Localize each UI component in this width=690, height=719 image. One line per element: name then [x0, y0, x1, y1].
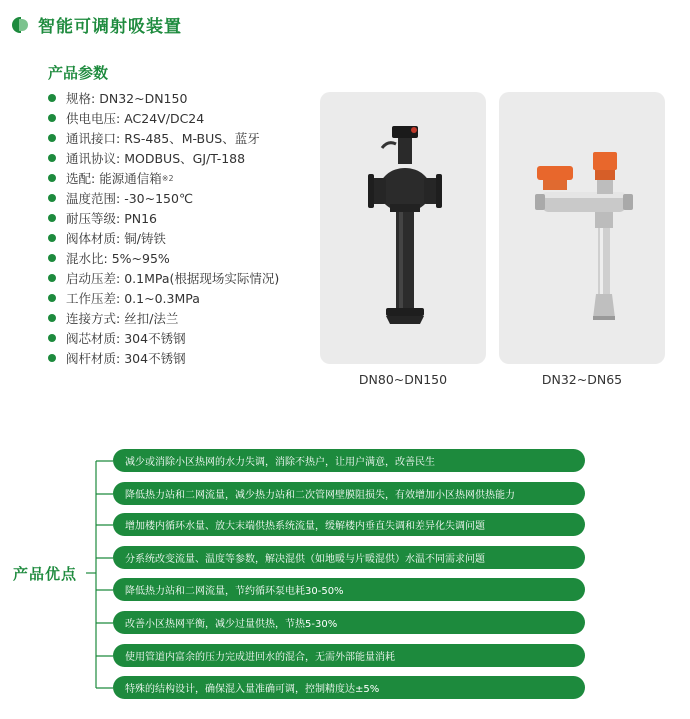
spec-label: 阀杆材质: — [66, 351, 121, 366]
spec-label: 连接方式: — [66, 311, 121, 326]
advantage-item: 减少或消除小区热网的水力失调，消除不热户，让用户满意，改善民生 — [113, 449, 585, 472]
spec-value: 304不锈钢 — [124, 351, 186, 366]
spec-value: MODBUS、GJ/T-188 — [124, 151, 246, 166]
spec-label: 工作压差: — [66, 291, 121, 306]
spec-label: 温度范围: — [66, 191, 121, 206]
spec-label: 供电电压: — [66, 111, 121, 126]
spec-value: RS-485、M-BUS、蓝牙 — [124, 131, 260, 146]
spec-value: 0.1MPa(根据现场实际情况) — [124, 271, 280, 286]
valve-brass-illustration — [499, 92, 665, 364]
spec-label: 选配: — [66, 171, 96, 186]
params-title: 产品参数 — [48, 64, 109, 82]
advantages-title: 产品优点 — [13, 565, 78, 583]
advantages-bracket — [0, 0, 120, 719]
product-image-small — [499, 92, 665, 364]
advantage-item: 特殊的结构设计，确保混入量准确可调，控制精度达±5% — [113, 676, 585, 699]
spec-label: 规格: — [66, 91, 96, 106]
spec-footnote: ※2 — [161, 173, 174, 183]
advantage-item: 使用管道内富余的压力完成进回水的混合，无需外部能量消耗 — [113, 644, 585, 667]
spec-value: 0.1~0.3MPa — [124, 290, 200, 306]
spec-label: 启动压差: — [66, 271, 121, 286]
spec-value: 304不锈钢 — [124, 331, 186, 346]
spec-value: AC24V/DC24 — [124, 110, 205, 126]
spec-value: 丝扣/法兰 — [124, 311, 179, 326]
valve-cast-iron-illustration — [320, 92, 486, 364]
advantage-item: 改善小区热网平衡，减少过量供热，节热5-30% — [113, 611, 585, 634]
spec-label: 混水比: — [66, 251, 108, 266]
advantage-item: 分系统改变流量、温度等参数，解决混供（如地暖与片暖混供）水温不同需求问题 — [113, 546, 585, 569]
advantage-item: 降低热力站和二网流量，减少热力站和二次管网壁膜阻损失，有效增加小区热网供热能力 — [113, 482, 585, 505]
spec-value: 能源通信箱 — [99, 171, 162, 186]
page-title: 智能可调射吸装置 — [38, 17, 182, 37]
spec-label: 阀体材质: — [66, 231, 121, 246]
product-caption: DN80~DN150 — [358, 372, 448, 387]
spec-value: 铜/铸铁 — [124, 231, 166, 246]
spec-label: 耐压等级: — [66, 211, 121, 226]
advantage-item: 增加楼内循环水量、放大末端供热系统流量，缓解楼内垂直失调和差异化失调问题 — [113, 513, 585, 536]
product-caption: DN32~DN65 — [541, 372, 623, 387]
spec-label: 通讯协议: — [66, 151, 121, 166]
spec-label: 通讯接口: — [66, 131, 121, 146]
advantage-item: 降低热力站和二网流量，节约循环泵电耗30-50% — [113, 578, 585, 601]
spec-value: -30~150℃ — [124, 190, 194, 206]
spec-value: PN16 — [124, 210, 158, 226]
product-image-large — [320, 92, 486, 364]
spec-value: 5%~95% — [111, 250, 170, 266]
spec-value: DN32~DN150 — [99, 90, 188, 106]
spec-label: 阀芯材质: — [66, 331, 121, 346]
